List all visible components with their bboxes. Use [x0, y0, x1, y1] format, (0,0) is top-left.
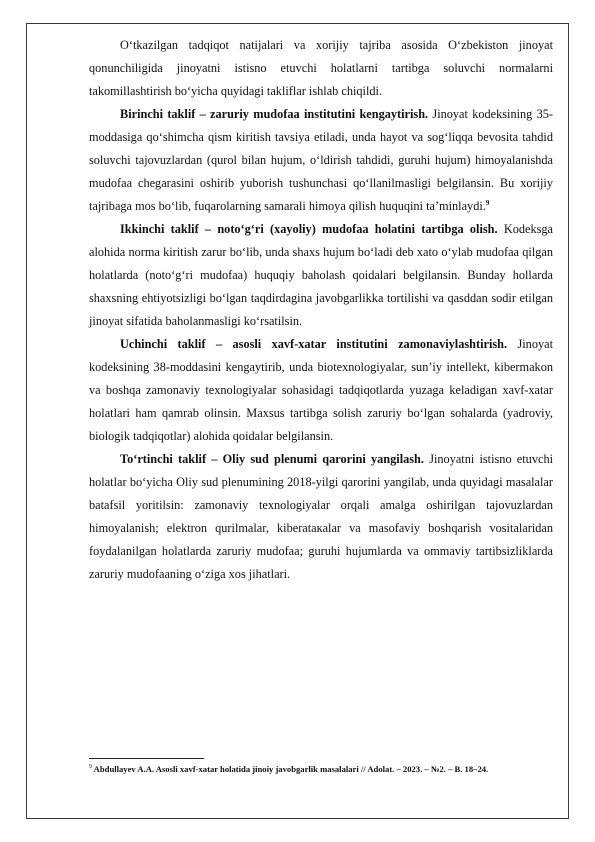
- proposal-4-text: Jinoyatni istisno etuvchi holatlar bo‘yicha Oliy sud plenumining 2018-yilgi qarorini yangilab, unda quyidagi masalalar batafsil yoritilsin: zamonaviy texnologiyalar orqali amalga oshirilgan tajovuzlardan himoyalanish; elektron qurilmalar, kiberatакalar va masofaviy boshqarish vositalaridan foydalanilgan holatlarda zaruriy mudofaa; guruhi hujumlarda va ommaviy tartibsizliklarda zaruriy mudofaaning o‘ziga xos jihatlari.: [89, 452, 554, 581]
- proposal-2-paragraph: [89, 218, 553, 333]
- proposal-3-heading: Uchinchi taklif – asosli xavf-xatar institutini zamonaviylashtirish.: [120, 337, 508, 351]
- document-body: [89, 34, 553, 586]
- footnote-number: 9: [89, 764, 92, 771]
- footnote-reference[interactable]: 9: [485, 198, 490, 207]
- proposal-1-text: Jinoyat kodeksining 35-moddasiga qo‘shimcha qism kiritish tavsiya etiladi, unda hayot va sog‘liqqa bevosita tahdid soluvchi tajovuzlardan (qurol bilan hujum, o‘ldirish tahdidi, guruhi hujum) himoyalanishda mudofaa chegarasini oshirib yuborish tushunchasi qo‘llanilmasligi belgilansin. Bu xorijiy tajribaga mos bo‘lib, fuqarolarning samarali himoya qilish huquqini ta’minlaydi.: [89, 107, 553, 213]
- intro-paragraph: O‘tkazilgan tadqiqot natijalari va xorijiy tajriba asosida O‘zbekiston jinoyat qonunchiligida jinoyatni istisno etuvchi holatlarni tartibga soluvchi normalarni takomillashtirish bo‘yicha quyidagi takliflar ishlab chiqildi.: [89, 38, 553, 98]
- footnote: [89, 763, 559, 775]
- proposal-2-heading: Ikkinchi taklif – noto‘g‘ri (xayoliy) mudofaa holatini tartibga olish.: [120, 222, 498, 236]
- proposal-3-paragraph: [89, 333, 553, 448]
- proposal-1-paragraph: [89, 103, 553, 218]
- proposal-1-heading: Birinchi taklif – zaruriy mudofaa institutini kengaytirish.: [120, 107, 429, 121]
- proposal-4-paragraph: [89, 448, 553, 586]
- footnote-text: Abdullayev A.A. Asosli xavf-xatar holatida jinoiy javobgarlik masalalari // Adolat. – 2023. – №2. – B. 18–24.: [92, 764, 489, 774]
- proposal-4-heading: To‘rtinchi taklif – Oliy sud plenumi qarorini yangilash.: [120, 452, 424, 466]
- proposal-2-text: Kodeksga alohida norma kiritish zarur bo‘lib, unda shaxs hujum bo‘ladi deb xato o‘ylab mudofaa qilgan holatlarda (noto‘g‘ri mudofaa) huquqiy baholash qoidalari belgilansin. Bunday hollarda shaxsning ehtiyotsizligi bo‘lgan taqdirdagina javobgarlikka tortilishi va qasddan sodir etilgan jinoyat sifatida baholanmasligi ko‘rsatilsin.: [89, 222, 553, 328]
- footnote-separator: [89, 758, 204, 759]
- proposal-3-text: Jinoyat kodeksining 38-moddasini kengaytirib, unda biotexnologiyalar, sun’iy intellekt, kibermakon va boshqa zamonaviy texnologiyalar sohasidagi tadqiqotlarda yuzaga keladigan xavf-xatar holatlari ham qamrab olinsin. Maxsus tartibga solish zaruriy bo‘lgan sohalarda (yadroviy, biologik tadqiqotlar) alohida qoidalar belgilansin.: [89, 337, 553, 443]
